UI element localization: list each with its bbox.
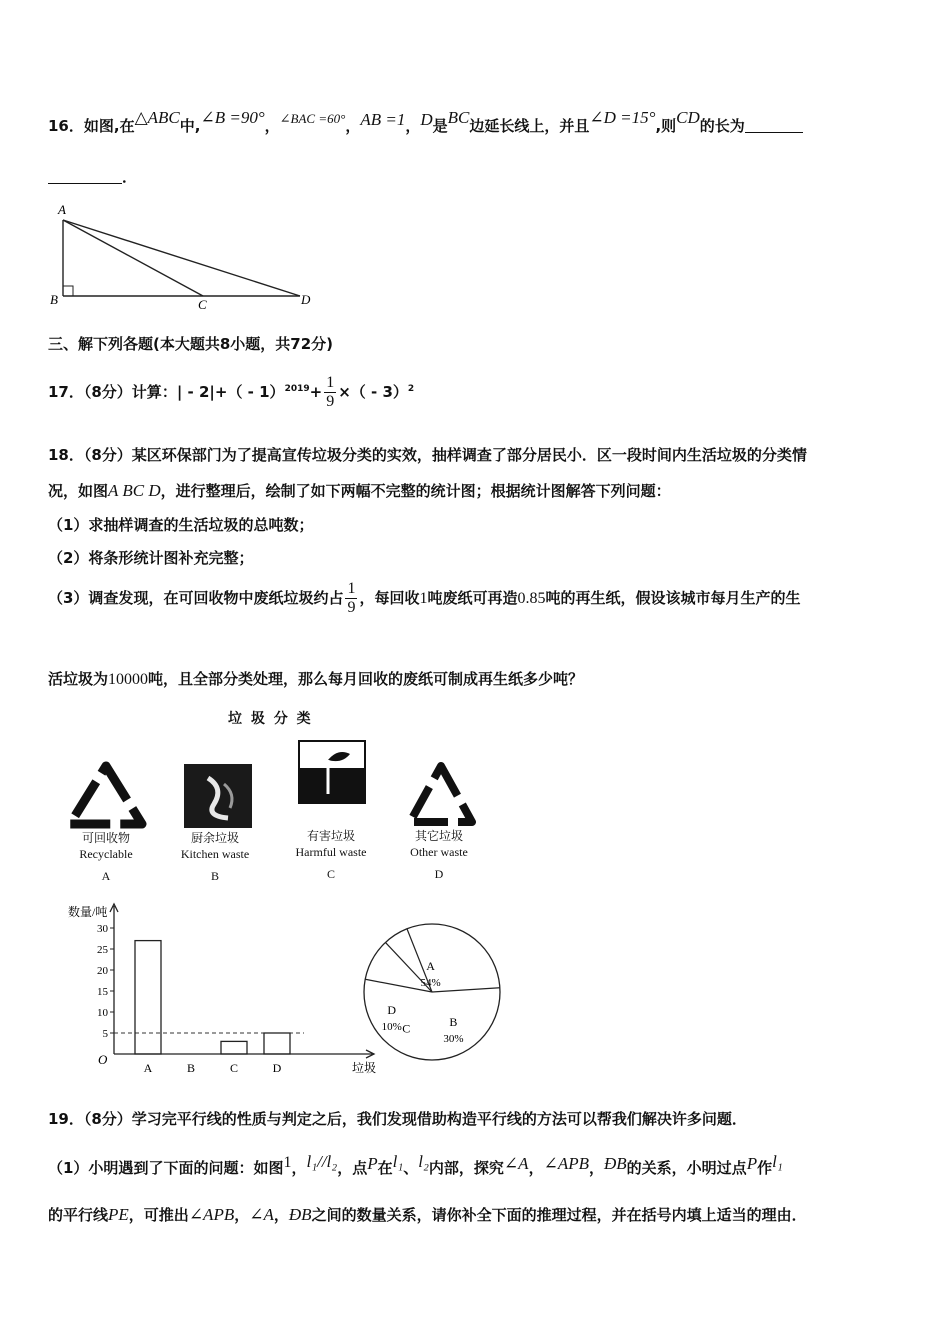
icon-letter: B [210, 869, 219, 883]
q19-text: 内部，探究 [428, 1159, 504, 1177]
icon-letter: A [101, 869, 111, 883]
icon-cn: 厨余垃圾 [190, 831, 239, 845]
icon-cn: 其它垃圾 [414, 829, 463, 843]
pie-label-c: C [402, 1021, 411, 1036]
icon-cn: 有害垃圾 [306, 829, 355, 843]
q18-text: 吨，且全部分类处理，那么每月回收的废纸可制成再生纸多少吨？ [148, 670, 584, 688]
q19-text: 作 [757, 1159, 773, 1177]
q16-d: D [420, 110, 433, 129]
q18-categories: A BC D [108, 481, 161, 500]
q16-text: 如图,在 [83, 117, 135, 135]
bar-a [135, 941, 161, 1054]
q18-sub2: （2）将条形统计图补充完整； [48, 549, 254, 567]
q19-line1: 19．（8分）学习完平行线的性质与判定之后，我们发现借助构造平行线的方法可以帮我们解决许多问题． [48, 1110, 747, 1128]
fraction-denominator: 9 [347, 599, 356, 616]
pie-label-a: A [426, 959, 435, 974]
y-tick-label: 25 [97, 944, 108, 956]
q19-angle-a: ∠A [249, 1205, 274, 1224]
fraction-numerator: 1 [347, 580, 356, 597]
answer-blank [48, 183, 122, 184]
q16-triangle: △ABC [134, 108, 180, 127]
q19-p: P [367, 1154, 378, 1173]
q18-text: 吨的再生纸，假设该城市每月生产的生 [545, 589, 801, 607]
q19-parallel: l₁//l₂ [306, 1152, 338, 1171]
fraction-denominator: 9 [326, 393, 335, 410]
x-axis-label: 垃圾 [352, 1061, 377, 1075]
q18-line5 [48, 668, 583, 689]
label-d: D [301, 292, 311, 307]
icon-label-b [160, 830, 270, 884]
x-tick-label: B [186, 1061, 196, 1075]
label-b: B [50, 292, 58, 307]
origin-label: O [98, 1052, 108, 1067]
q17-plus: + [309, 383, 323, 401]
q19-fig: 1 [283, 1154, 292, 1171]
icon-label-c [276, 828, 386, 882]
q16-end: ． [122, 168, 138, 186]
q16-text: 边延长线上，并且 [469, 117, 590, 135]
right-angle-mark [63, 286, 73, 296]
icon-label-d [384, 828, 494, 882]
q16-text: 的长为 [699, 117, 745, 135]
x-tick-label: A [143, 1061, 153, 1075]
icon-cn: 可回收物 [81, 831, 130, 845]
q19-text: 、 [403, 1159, 419, 1177]
q18-line2 [48, 480, 671, 501]
q19-text: ， [234, 1206, 250, 1224]
y-tick-label: 30 [97, 923, 108, 935]
q18-text: ，进行整理后，绘制了如下两幅不完整的统计图；根据统计图解答下列问题： [160, 482, 671, 500]
q18-sub1: （1）求抽样调查的生活垃圾的总吨数； [48, 516, 314, 534]
icon-label-a [51, 830, 161, 884]
q16-text: ,则 [655, 117, 677, 135]
pie-label-b: B [449, 1014, 458, 1029]
q16-angle-d: ∠D =15° [589, 108, 656, 127]
q18-line1: 18．（8分）某区环保部门为了提高宣传垃圾分类的实效，抽样调查了部分居民小．区一段时间内生活垃圾的分类情 [48, 446, 807, 464]
q17-text: （8分）计算：| - 2|+（ - 1） [83, 383, 285, 401]
q19-line2 [48, 1152, 783, 1178]
q19-pe: PE [108, 1205, 129, 1224]
icons-title: 垃 圾 分 类 [228, 711, 313, 727]
q16-comma: ， [345, 117, 361, 135]
q17-exponent2: 2 [407, 384, 415, 394]
bar-chart [62, 898, 377, 1078]
q16-comma: ， [405, 117, 421, 135]
q19-l1b: l₁ [772, 1152, 783, 1171]
q19-text: ， [291, 1159, 307, 1177]
q19-line3 [48, 1204, 807, 1225]
q18-fraction [345, 580, 357, 617]
pie-value-b: 30% [443, 1032, 464, 1045]
q19-angle-apb: ∠APB [543, 1154, 589, 1173]
q18-text: 吨废纸可再造 [427, 589, 518, 607]
q17-exponent: 2019 [284, 384, 310, 394]
q19-l2: l₂ [418, 1152, 429, 1171]
q17-line [48, 374, 414, 411]
kitchen-waste-icon [184, 764, 252, 828]
y-tick-label: 15 [97, 986, 108, 998]
q19-text: 的平行线 [48, 1206, 109, 1224]
q19-text: 之间的数量关系，请你补全下面的推理过程，并在括号内填上适当的理由． [311, 1206, 807, 1224]
q16-line1 [48, 108, 803, 136]
recycle-icon [64, 760, 148, 830]
icon-letter: C [326, 867, 335, 881]
q19-text: ， [273, 1206, 289, 1224]
section-title: 三、解下列各题(本大题共8小题，共72分) [48, 335, 334, 353]
harmful-waste-icon [298, 740, 366, 804]
icon-en: Other waste [410, 845, 468, 859]
q18-text: （3）调查发现，在可回收物中废纸垃圾约占 [48, 589, 344, 607]
q16-ab: AB =1 [360, 110, 406, 129]
q16-angle-bac: ∠BAC =60° [279, 111, 346, 126]
y-tick-label: 20 [97, 965, 108, 977]
pie-divider [432, 988, 500, 992]
bar-d [264, 1033, 290, 1054]
q19-text: （1）小明遇到了下面的问题：如图 [48, 1159, 284, 1177]
q16-text: 是 [432, 117, 448, 135]
answer-blank [745, 132, 803, 133]
q19-p2: P [746, 1154, 758, 1173]
q18-text: 况，如图 [48, 482, 109, 500]
q19-angle-apb: ∠APB [188, 1205, 235, 1224]
icon-en: Recyclable [79, 847, 133, 861]
q19-angle-a: ∠A [503, 1154, 529, 1173]
q19-text: ，点 [337, 1159, 368, 1177]
fraction-numerator: 1 [326, 374, 335, 391]
q18-one: 1 [419, 590, 428, 607]
q18-total: 10000 [108, 671, 149, 688]
q16-number: 16． [48, 117, 84, 135]
other-waste-icon [406, 760, 476, 830]
icon-letter: D [434, 867, 444, 881]
q16-figure [48, 200, 338, 310]
q19-text: 的关系，小明过点 [626, 1159, 747, 1177]
q16-cd: CD [676, 108, 700, 127]
q16-angle-b: ∠B =90° [200, 108, 265, 127]
pie-chart [352, 906, 522, 1066]
y-tick-label: 10 [97, 1007, 108, 1019]
q19-text: ， [588, 1159, 604, 1177]
x-tick-label: D [272, 1061, 282, 1075]
y-axis-label: 数量/吨 [68, 905, 108, 919]
icon-en: Harmful waste [295, 845, 367, 859]
q16-bc: BC [447, 108, 470, 127]
y-tick-label: 5 [102, 1028, 108, 1040]
x-tick-label: C [229, 1061, 239, 1075]
q19-text: ，可推出 [128, 1206, 189, 1224]
q18-text: 活垃圾为 [48, 670, 109, 688]
q19-angle-b: ÐB [288, 1205, 312, 1224]
pie-value-d: 10% [381, 1021, 402, 1034]
q16-comma: ， [264, 117, 280, 135]
pie-value-a: 54% [420, 977, 441, 990]
q16-line2 [48, 166, 137, 187]
q18-text: ，每回收 [359, 589, 420, 607]
bar-c [221, 1041, 247, 1054]
q17-number: 17． [48, 383, 84, 401]
q16-text: 中, [179, 117, 201, 135]
pie-label-d: D [387, 1003, 397, 1018]
label-c: C [198, 297, 207, 312]
icon-en: Kitchen waste [180, 847, 250, 861]
q17-fraction [324, 374, 336, 411]
q19-text: ， [528, 1159, 544, 1177]
q18-sub3 [48, 580, 801, 617]
q17-times: ×（ - 3） [338, 383, 408, 401]
q19-angle-b: ÐB [604, 1154, 627, 1173]
label-a: A [58, 202, 66, 217]
q18-ratio: 0.85 [517, 590, 546, 607]
q19-l1: l₁ [392, 1152, 404, 1171]
q19-text: 在 [377, 1159, 393, 1177]
